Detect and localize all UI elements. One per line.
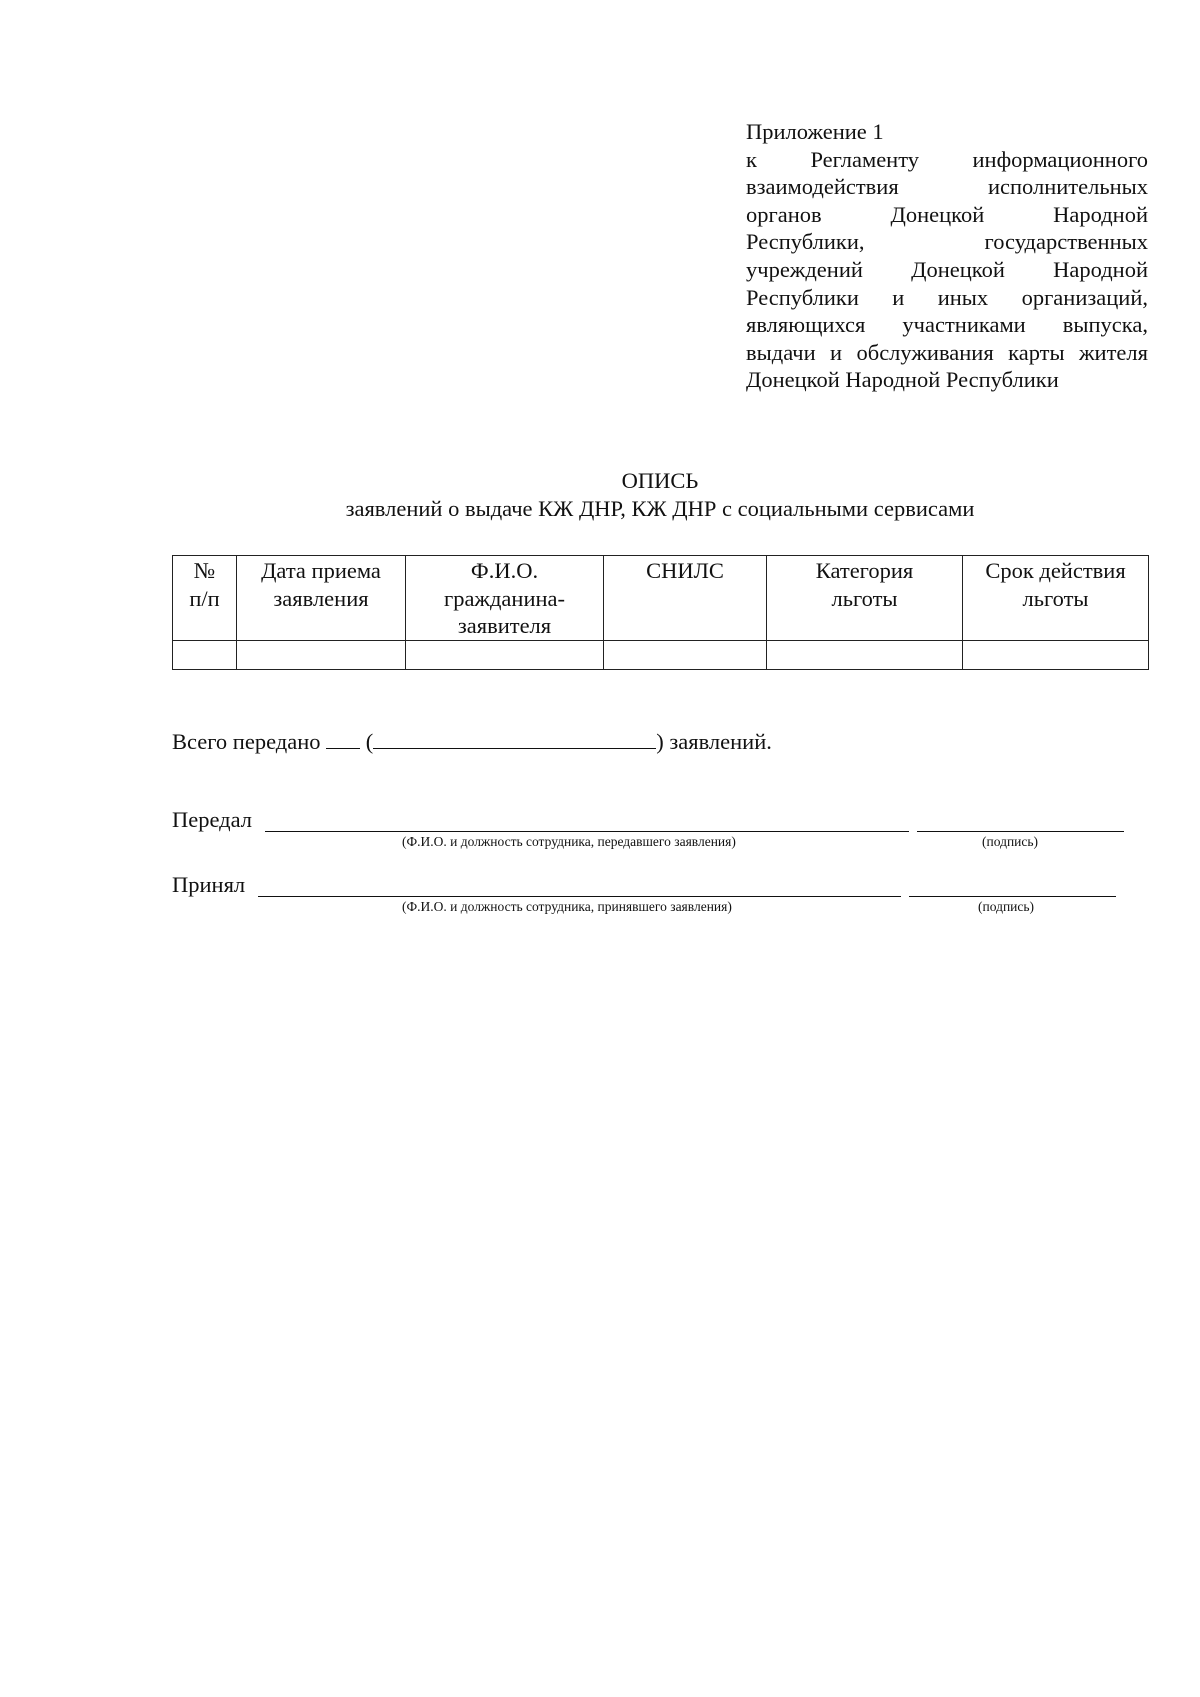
acceptance-name-line[interactable]	[258, 896, 901, 897]
appendix-number: Приложение 1	[746, 119, 884, 144]
handover-name-caption: (Ф.И.О. и должность сотрудника, передавшего заявления)	[402, 834, 736, 849]
total-prefix: Всего передано	[172, 729, 321, 754]
handover-signature-line[interactable]	[917, 831, 1124, 832]
column-header-date: Дата приема заявления	[237, 556, 406, 641]
handover-label: Передал	[172, 807, 253, 832]
appendix-line: Республики и иных организаций,	[746, 284, 1148, 310]
handover-signature-caption: (подпись)	[982, 834, 1039, 849]
table-cell[interactable]	[173, 640, 237, 669]
column-header-validity: Срок действия льготы	[963, 556, 1149, 641]
acceptance-signature-caption: (подпись)	[978, 899, 1035, 914]
appendix-line: Донецкой Народной Республики	[746, 367, 1059, 393]
total-in-words-blank[interactable]	[373, 726, 656, 749]
acceptance-label: Принял	[172, 872, 246, 897]
table-cell[interactable]	[237, 640, 406, 669]
total-count-blank[interactable]	[326, 726, 360, 749]
column-header-snils: СНИЛС	[604, 556, 767, 641]
total-open-paren: (	[365, 729, 374, 754]
handover-name-line[interactable]	[265, 831, 909, 832]
appendix-line: к Регламенту информационного	[746, 146, 1148, 172]
column-header-number: № п/п	[173, 556, 237, 641]
title-subheading: заявлений о выдаче КЖ ДНР, КЖ ДНР с социальными сервисами	[345, 495, 975, 521]
appendix-reference	[746, 118, 1148, 394]
table-header-row	[173, 556, 1149, 641]
appendix-line: являющихся участниками выпуска,	[746, 312, 1148, 338]
appendix-line: взаимодействия исполнительных	[746, 174, 1148, 200]
acceptance-signature-line[interactable]	[909, 896, 1116, 897]
appendix-line: учреждений Донецкой Народной	[746, 256, 1148, 282]
document-title	[172, 467, 1148, 522]
table-cell[interactable]	[406, 640, 604, 669]
table-cell[interactable]	[963, 640, 1149, 669]
total-suffix: ) заявлений.	[656, 729, 772, 754]
table-row	[173, 640, 1149, 669]
appendix-line: органов Донецкой Народной	[746, 201, 1148, 227]
column-header-fullname: Ф.И.О. гражданина- заявителя	[406, 556, 604, 641]
appendix-line: Республики, государственных	[746, 229, 1148, 255]
title-heading: ОПИСЬ	[621, 468, 699, 493]
acceptance-name-caption: (Ф.И.О. и должность сотрудника, принявшего заявления)	[402, 899, 732, 914]
column-header-category: Категория льготы	[767, 556, 963, 641]
total-transferred-line	[172, 726, 772, 757]
appendix-line: выдачи и обслуживания карты жителя	[746, 339, 1148, 365]
applications-table	[172, 555, 1149, 670]
table-cell[interactable]	[767, 640, 963, 669]
table-cell[interactable]	[604, 640, 767, 669]
